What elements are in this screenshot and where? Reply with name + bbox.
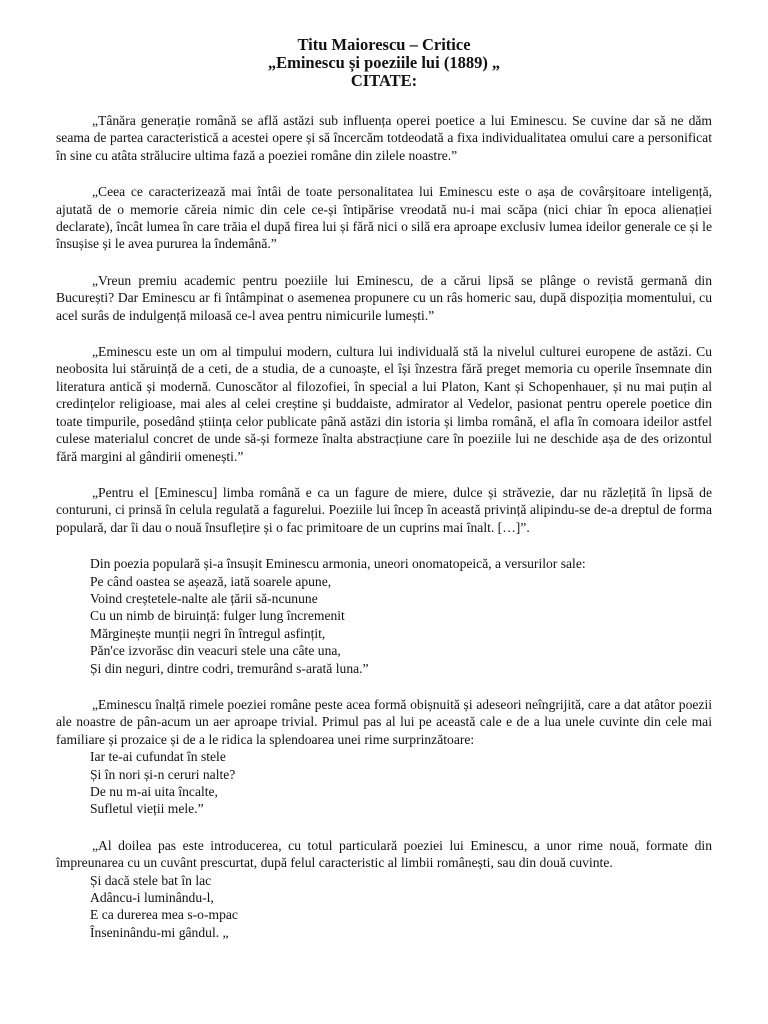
verse-line: Pe când oastea se așează, iată soarele apune,: [90, 573, 332, 589]
verse-line: Cu un nimb de biruință: fulger lung încremenit: [90, 608, 345, 624]
verse-line: Și dacă stele bat în lac: [90, 872, 212, 888]
verse-line: Înseninându-mi gândul. „: [90, 924, 229, 940]
verse-block-rime-noua: [90, 872, 712, 942]
quote-paragraph: „Pentru el [Eminescu] limba română e ca un fagure de miere, dulce și străvezie, dar nu răzlețită în lipsă de conturuni, ci prinsă în celula regulată a fagurelui. Poeziile lui încep în această privință alipindu-se de-a dreptul de forma populară, dar îi dau o nouă însuflețire și o fac primitoare de un cuprins mai înalt. […]”.: [56, 484, 712, 535]
header-essay-title: „Eminescu și poeziile lui (1889) „: [267, 53, 501, 72]
verse-line: Iar te-ai cufundat în stele: [90, 749, 226, 765]
quote-paragraph: „Tânăra generație română se află astăzi sub influența operei poetice a lui Eminescu. Se cuvine dar să ne dăm seama de partea caracteristică a acestei opere și să încercăm totdeodată a fixa individualitatea omului care a personificat în sine cu atâta strălucire ultima fază a poeziei române din zilele noastre.”: [56, 113, 712, 163]
quote-paragraph: „Al doilea pas este introducerea, cu totul particulară poeziei lui Eminescu, a unor rime nouă, formate din împreunarea cu un cuvânt prescurtat, după felul caracteristic al limbii românești, sau din două cuvinte.: [56, 837, 712, 871]
verse-line: Adâncu-i luminându-l,: [90, 890, 214, 906]
verse-line: De nu m-ai uita încalte,: [90, 784, 218, 799]
verse-line: Mărginește munții negri în întregul asfințit,: [90, 625, 326, 641]
quote-paragraph: „Eminescu este un om al timpului modern, cultura lui individuală stă la nivelul culturei europene de astăzi. Cu neobosita lui stăruință de a ceti, de a studia, de a cunoaște, el își înzestra fără preget memoria cu operile însemnate din literatura antică și modernă. Cunoscător al filozofiei, în special a lui Platon, Kant și Schopenhauer, și nu mai puțin al credințelor religioase, mai ales al celei creștine și buddaiste, admirator al Vedelor, pasionat pentru operele poetice din toate timpurile, posedând știința celor publicate până astăzi din istoria și limba română, el afla în comoara ideilor astfel culese materialul concret de unde să-și formeze înalta abstracțiune care în poeziile lui ne deschide așa de des orizontul fără margini al gândirii omenești.”: [56, 344, 712, 464]
quote-paragraph: „Vreun premiu academic pentru poeziile lui Eminescu, de a cărui lipsă se plânge o revistă germană din București? Dar Eminescu ar fi întâmpinat o asemenea propunere cu un râs homeric sau, după dispoziția momentului, cu acel surâs de indulgență miloasă ce-l avea pentru nimicurile lumești.”: [56, 272, 712, 323]
verse-block-armonia: [90, 555, 712, 677]
header-author-title: Titu Maiorescu – Critice: [297, 35, 471, 54]
quote-paragraph: „Eminescu înalță rimele poeziei române peste acea formă obișnuită și adeseori neîngrijită, care a dat atâtor poezii ale noastre de pân-acum un aer aproape trivial. Primul pas al lui pe această cale e de a lua unele cuvinte din cele mai familiare și prozaice și de a le ridica la splendoarea unei rime surprinzătoare:: [56, 696, 712, 747]
verse-line: Sufletul vieții mele.”: [90, 801, 204, 817]
verse-line: Și în nori și-n ceruri nalte?: [90, 766, 236, 782]
verse-line: E ca durerea mea s-o-mpac: [90, 907, 238, 923]
document-header: [56, 36, 712, 90]
document-body: [56, 112, 712, 941]
quote-paragraph: „Ceea ce caracterizează mai întâi de toate personalitatea lui Eminescu este o așa de covârșitoare inteligență, ajutată de o memorie căreia nimic din cele ce-și întipărise vreodată nu-i mai scăpa (nici chiar în epoca alienației declarate), încât lumea în care trăia el după firea lui și fără nici o silă era aproape exclusiv lumea ideilor generale ce și le însușise și le avea pururea la îndemână.”: [56, 184, 712, 252]
verse-line: Și din neguri, dintre codri, tremurând s-arată luna.”: [90, 660, 369, 676]
verse-line: Voind creștetele-nalte ale țării să-ncunune: [90, 590, 318, 606]
verse-block-rime: [90, 748, 712, 818]
verse-line: Păn'ce izvorăsc din veacuri stele una câte una,: [90, 643, 341, 659]
header-citate-label: CITATE:: [350, 71, 418, 90]
verse-intro: Din poezia populară și-a însușit Eminescu armonia, uneori onomatopeică, a versurilor sale:: [90, 556, 586, 572]
